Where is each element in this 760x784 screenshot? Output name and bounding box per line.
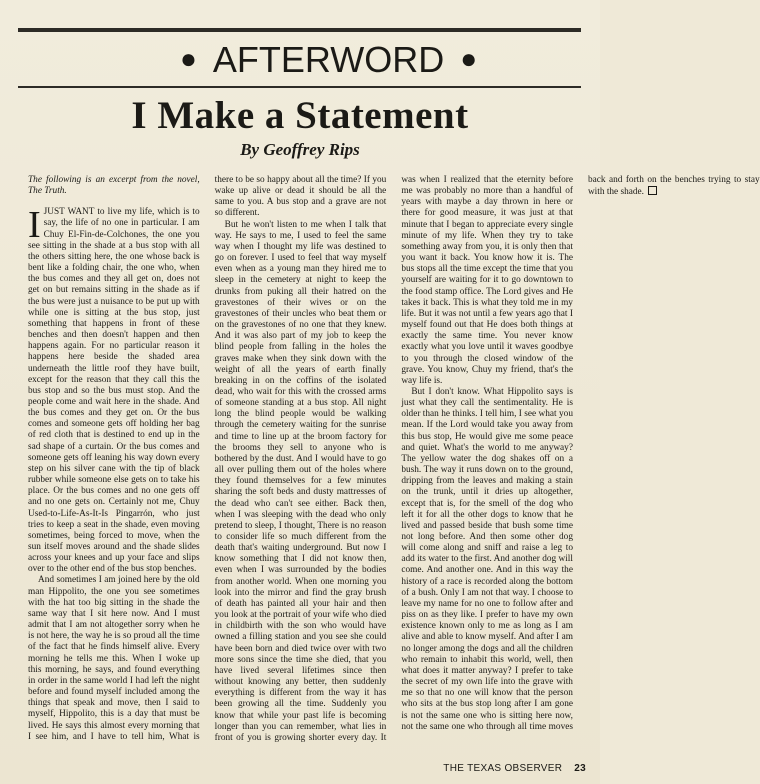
section-title: AFTERWORD: [212, 39, 445, 80]
paragraph-1-text: JUST WANT to live my life, which is to say, the life of no one in particular. I am Chuy El-Fin-de-Colchones, the one you see sitting in the shade at a bus stop with all the others sitting here, the one whose back is bent like a folding chair, the one who, when the bus comes and they all get on, does not get on but remains sitting in the shade as if the bus were just a nuisance to be put up with while one is sitting at the bus stop, just something that happens in front of these benches and then doesn't happen and then happens again. For no particular reason it happens here beside the shaded area underneath the little roof they have built, except for the reason that they call this the bus stop and so the bus must stop. And the people come and wait here in the shade. And the bus comes and they get on. Or the bus comes and someone gets off holding her bag of red cloth that is destined to end up in the sad shape of a curtain. Or the bus comes and someone gets off leaning his way down every step on his silver cane with the tip of black rubber while someone else gets on to take his place. Or the bus comes and no one gets off and no one gets on. Certainly not me, Chuy Used-to-Life-As-It-Is Pingarrón, who just tries to keep a seat in the shade, even moving sometimes, being forced to move, when the sun itself moves around and the shade slides across your knees and up your face and slips over to the other end of the bus stop benches.: [28, 207, 200, 575]
bullet-right-icon: ●: [460, 44, 478, 75]
article-body: [28, 175, 760, 745]
page-number: 23: [574, 763, 586, 774]
intro-note: The following is an excerpt from the novel, The Truth.: [28, 175, 200, 197]
drop-cap: I: [28, 204, 41, 247]
article-title: I Make a Statement: [131, 94, 469, 137]
page-footer: [426, 763, 586, 774]
byline: By Geoffrey Rips: [240, 140, 360, 159]
paragraph-3: But he won't listen to me when I talk that way. He says to me, I used to feel the same way when I thought my life was destined to go on forever. I used to feel that way myself even when as a young man they hired me to sleep in the cemetery at night to keep the drunks from puking all their hatred on the gravestones of their wives or on the gravestones of their uncles who beat them or on the gravestones of no one that they knew. And it was also part of my job to keep the blind people from falling in the holes the graves make when they sink down with the weight of all the years of earth finally breaking in on the coffins of the isolated dead, who wait for this with the crossed arms of someone standing at a bus stop. All night long the blind people would be walking through the cemetery waiting for the sunrise and time to line up at the broom factory for the brooms they sell to anyone who is bothered by the dust. And I would have to go all over pulling them out of the holes where they found themselves for a few minutes sharing the soft beds and dusty mattresses of the dead who can't see either. Back then, when I was sleeping with the dead who only pretend to sleep, I thought, There is no reason to consider life so much different from the death that's waiting underground. But now I know something that I did not know then, even when I was surrounded by the bodies from another world. When one morning you look into the mirror and find the gray brush of death has painted all your hair and then you look at the portrait of your wife who died in childbirth with the son who would have owned a filling station and you see she could have been born and died twice over with two more sons since the time she died, that you have lived several lifetimes since then without knowing any better, then suddenly everything is different from the way it has been growing all the time. Suddenly you know that while your past life is becoming longer than you can remember, what lies in front of you is growing shorter every day. It was when I realized that the eternity before me was probably no more than a handful of years with maybe a day thrown in here or there for good measure, it was just at that minute that I began to appreciate every single minute of my life. When they try to take something away from you, it is only then that you want it back. You know how it is. The bus stops all the time except the time that you yourself are waiting for it to go downtown to the food stamp office. The Lord gives and He takes it back. This is what they told me in my life. But it was not until a few years ago that I myself found out that He does both things at exactly the same time. You never know exactly what you love until it waves goodbye to you through the closed window of the grave. You know, Chuy my friend, that's the way life is.: [214, 175, 573, 743]
paragraph-4-text: But I don't know. What Hippolito says is just what they call the sentimentality. He is older than he thinks. I tell him, I see what you mean. If the Lord would take you away from this bus stop, He would give me some peace and quiet. What's the world to me anyway? The yellow water the dog shakes off on a bush. The way it runs down on to the ground, dripping from the leaves and making a stain on the trunk, until it dries up altogether, except that is, for the smell of the dog who left it for all the other dogs to know that he lived and passed beside that bush some time not long before. And then some other dog will come along and sniff and raise a leg to add its water to the first. And another dog will come. And another one. And in this way the history of a race is recorded along the bottom of a bush. Only I am not that way. I choose to leave my name for no one to follow after and piss on as they like. I prefer to have my own existence known only to me as long as I am alive and able to know myself. And after I am no longer among the dogs and all the children who remain to inhabit this world, well, then what does it matter anyway? I prefer to take the secret of my own life into the grave with me so that no one will know that the person who sits at the bus stop long after I am gone is not the same one who is sitting here now, not the same one who through all time moves back and forth on the benches trying to stay with the shade.: [401, 175, 760, 732]
paragraph-2: And sometimes I am joined here by the old man Hippolito, the one you see sometimes with the hat too big sitting in the shade the same way that I sit here now. And I must admit that I am not altogether sorry when he is not here, the way he is so proud all the time of the fact that he finds himself alive. Every morning he tells me this. When I woke up this morning, he says, and found everything in order in the same world I had left the night before and found myself included among the things that speak and move, then I said to myself, Hippolito, this is a day that must be lived. He says this almost every morning that I see him, and I have to tell him, What is there to be so happy about all the time? If you wake up alive or dead it should be all the same to you. A bus stop and a grave are not so different.: [28, 175, 387, 742]
paragraph-1: [28, 204, 200, 575]
publication-name: THE TEXAS OBSERVER: [443, 763, 563, 774]
section-header: [180, 39, 478, 80]
bullet-left-icon: ●: [180, 44, 197, 75]
top-rule: [18, 28, 581, 32]
header-rule: [18, 86, 581, 88]
end-mark-icon: [648, 186, 657, 195]
